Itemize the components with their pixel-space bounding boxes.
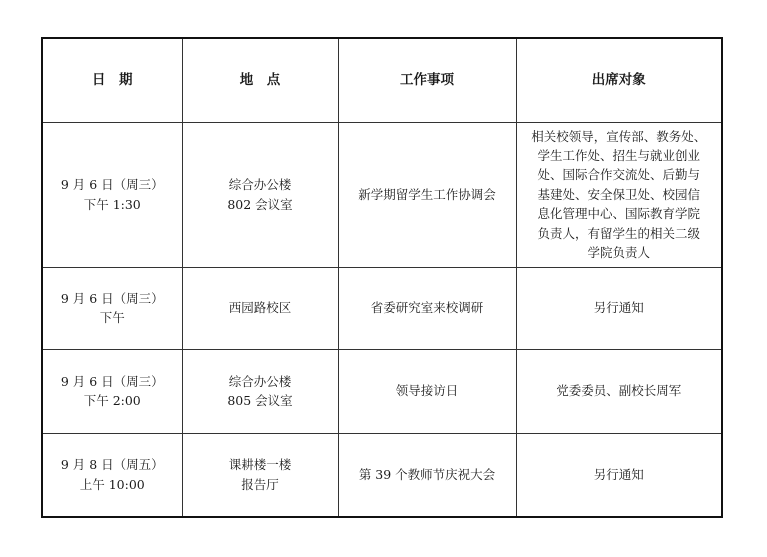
- cell-attendees: 另行通知: [516, 433, 722, 517]
- attendee-line: 相关校领导，宣传部、教务处、: [531, 128, 707, 144]
- cell-task: 第 39 个教师节庆祝大会: [338, 433, 516, 517]
- attendee-line: 处、国际合作交流处、后勤与: [537, 167, 700, 183]
- cell-date: [42, 267, 182, 349]
- cell-date: [42, 433, 182, 517]
- cell-place: [182, 433, 338, 517]
- cell-task: 新学期留学生工作协调会: [338, 122, 516, 267]
- place-line: 综合办公楼: [228, 177, 292, 193]
- schedule-table: [41, 37, 723, 518]
- table-row: [42, 349, 722, 433]
- cell-place: [182, 122, 338, 267]
- place-line: 报告厅: [241, 476, 279, 492]
- place-line: 西园路校区: [228, 300, 292, 316]
- cell-attendees: [516, 122, 722, 267]
- time-line: 下午 2:00: [83, 393, 141, 408]
- date-line: 9 月 8 日（周五）: [60, 457, 164, 473]
- cell-place: [182, 349, 338, 433]
- place-line: 805 会议室: [227, 393, 293, 408]
- place-line: 802 会议室: [227, 196, 293, 212]
- cell-attendees: 另行通知: [516, 267, 722, 349]
- cell-place: [182, 267, 338, 349]
- header-task: 工作事项: [338, 38, 516, 122]
- cell-date: [42, 122, 182, 267]
- table-row: [42, 433, 722, 517]
- place-line: 综合办公楼: [228, 373, 292, 389]
- time-line: 下午 1:30: [83, 196, 141, 212]
- date-line: 9 月 6 日（周三）: [60, 373, 164, 389]
- time-line: 下午: [99, 310, 125, 325]
- date-line: 9 月 6 日（周三）: [60, 177, 164, 193]
- attendee-line: 学院负责人: [587, 244, 650, 260]
- cell-task: 领导接访日: [338, 349, 516, 433]
- cell-date: [42, 349, 182, 433]
- attendee-line: 负责人，有留学生的相关二级: [537, 225, 700, 241]
- cell-task: 省委研究室来校调研: [338, 267, 516, 349]
- cell-attendees: 党委委员、副校长周军: [516, 349, 722, 433]
- table-row: [42, 122, 722, 267]
- attendee-line: 息化管理中心、国际教育学院: [537, 206, 700, 222]
- date-line: 9 月 6 日（周三）: [60, 290, 164, 306]
- attendee-line: 基建处、安全保卫处、校园信: [537, 186, 700, 202]
- place-line: 课耕楼一楼: [228, 457, 292, 473]
- attendee-line: 学生工作处、招生与就业创业: [537, 148, 700, 164]
- time-line: 上午 10:00: [79, 476, 145, 492]
- header-date: 日 期: [42, 38, 182, 122]
- header-place: 地 点: [182, 38, 338, 122]
- table-header-row: [42, 38, 722, 122]
- header-attendees: 出席对象: [516, 38, 722, 122]
- table-row: [42, 267, 722, 349]
